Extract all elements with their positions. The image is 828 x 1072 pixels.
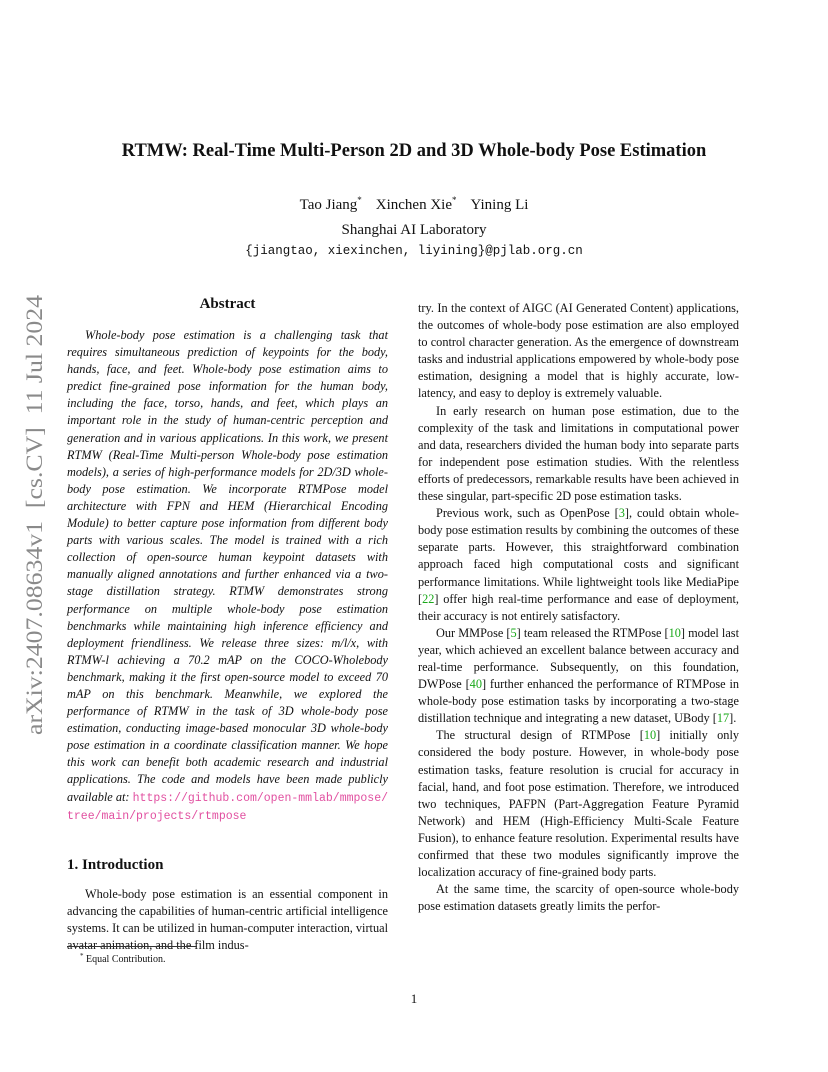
citation-link[interactable]: 10 <box>668 625 681 640</box>
citation-link[interactable]: 22 <box>422 591 435 606</box>
intro-paragraph: Previous work, such as OpenPose [3], could obtain whole-body pose estimation results by combining the outcomes of these separate parts. However, this straightforward combination approach faced high computational costs and significant performance limitations. While lightweight tools like MediaPipe [22] offer high real-time performance and ease of deployment, their accuracy is not entirely satisfactory. <box>418 506 739 623</box>
citation-link[interactable]: 10 <box>643 728 657 743</box>
intro-paragraph: Our MMPose [5] team released the RTMPose [10] model last year, which achieved an excellent balance between accuracy and real-time performance. Subsequently, on this foundation, DWPose [40] further enhanced the performance of RTMPose in whole-body pose estimation tasks by incorporating a two-stage distillation technique and integrating a new dataset, UBody [17]. <box>418 625 740 726</box>
intro-paragraph: The structural design of RTMPose [10] initially only considered the body posture. However, in whole-body pose estimation tasks, feature resolution is crucial for accuracy in facial, hand, and foot pose estimation. Therefore, we introduced two techniques, PAFPN (Part-Aggregation Feature Pyramid Network) and HEM (High-Efficiency Multi-Scale Feature Fusion), to enhance feature resolution. Experimental results have confirmed that these two modules significantly improve the localization accuracy of fine-grained body parts. <box>418 728 740 880</box>
arxiv-stamp-text: arXiv:2407.08634v1 [cs.CV] 11 Jul 2024 <box>22 342 47 735</box>
citation-link[interactable]: 3 <box>618 506 625 521</box>
author-emails: {jiangtao, xiexinchen, liyining}@pjlab.org.cn <box>245 244 583 258</box>
author-name: Tao Jiang <box>299 197 358 213</box>
introduction-heading: 1. Introduction <box>67 856 164 873</box>
abstract-body <box>67 327 388 825</box>
citation-link[interactable]: 40 <box>469 677 482 692</box>
affiliation: Shanghai AI Laboratory <box>341 222 487 238</box>
page-number: 1 <box>410 991 418 1006</box>
left-column <box>67 296 388 954</box>
author-list <box>0 195 828 214</box>
right-column <box>418 300 739 915</box>
intro-paragraph: In early research on human pose estimation, due to the complexity of the task and limitations in computational power and data, researchers divided the human body into separate parts for independent pose estimation studies. With the relentless efforts of predecessors, remarkable results have been achieved in these singular, part-specific 2D pose estimation tasks. <box>418 403 739 504</box>
author-name: Xinchen Xie <box>375 197 452 213</box>
abstract-text: Whole-body pose estimation is a challenging task that requires simultaneous prediction of keypoints for the body, hands, face, and feet. Whole-body pose estimation aims to predict fine-grained pose information for the human body, including the face, torso, hands, and feet, which plays an important role in the study of human-centric perception and generation and in various applications. In this work, we present RTMW (Real-Time Multi-person Whole-body pose estimation models), a series of high-performance models for 2D/3D whole-body pose estimation. We incorporate RTMPose model architecture with FPN and HEM (Hierarchical Encoding Module) to better capture pose information from different body parts with various scales. The model is trained with a rich collection of open-source human keypoint datasets with manually aligned annotations and further enhanced via a two-stage distillation strategy. RTMW demonstrates strong performance on multiple whole-body pose estimation benchmarks while maintaining high inference efficiency and deployment friendliness. We release three sizes: m/l/x, with RTMW-l achieving a 70.2 mAP on the COCO-Wholebody benchmark, making it the first open-source model to exceed 70 mAP on this benchmark. Meanwhile, we explored the performance of RTMW in the task of 3D whole-body pose estimation, conducting image-based monocular 3D whole-body pose estimation in a coordinate classification manner. We hope this work can benefit both academic research and industrial applications. The code and models have been made publicly available at: <box>67 328 388 804</box>
code-link[interactable]: https://github.com/open-mmlab/mmpose/tree/main/projects/rtmpose <box>67 791 388 823</box>
citation-link[interactable]: 17 <box>716 711 730 726</box>
intro-paragraph: At the same time, the scarcity of open-source whole-body pose estimation datasets greatly limits the perfor- <box>418 882 739 914</box>
footnote-divider <box>67 946 197 947</box>
equal-contribution-mark: * <box>357 195 362 205</box>
citation-link[interactable]: 5 <box>510 625 517 640</box>
abstract-heading: Abstract <box>199 296 256 312</box>
author-name: Yining Li <box>470 197 529 213</box>
arxiv-stamp <box>20 295 50 735</box>
footnote-mark: * <box>80 952 84 960</box>
footnote <box>80 952 165 965</box>
footnote-text: Equal Contribution. <box>86 954 166 965</box>
intro-paragraph: try. In the context of AIGC (AI Generated Content) applications, the outcomes of whole-body pose estimation are also employed to control character generation. As the emergence of downstream tasks and industrial applications empowered by whole-body pose estimation, designing a model that is highly accurate, low-latency, and easy to deploy is extremely valuable. <box>418 301 739 401</box>
equal-contribution-mark: * <box>452 195 457 205</box>
paper-title: RTMW: Real-Time Multi-Person 2D and 3D Whole-body Pose Estimation <box>121 141 707 161</box>
intro-paragraph: Whole-body pose estimation is an essential component in advancing the capabilities of human-centric artificial intelligence systems. It can be utilized in human-computer interaction, virtual avatar animation, and the film indus- <box>67 886 388 952</box>
